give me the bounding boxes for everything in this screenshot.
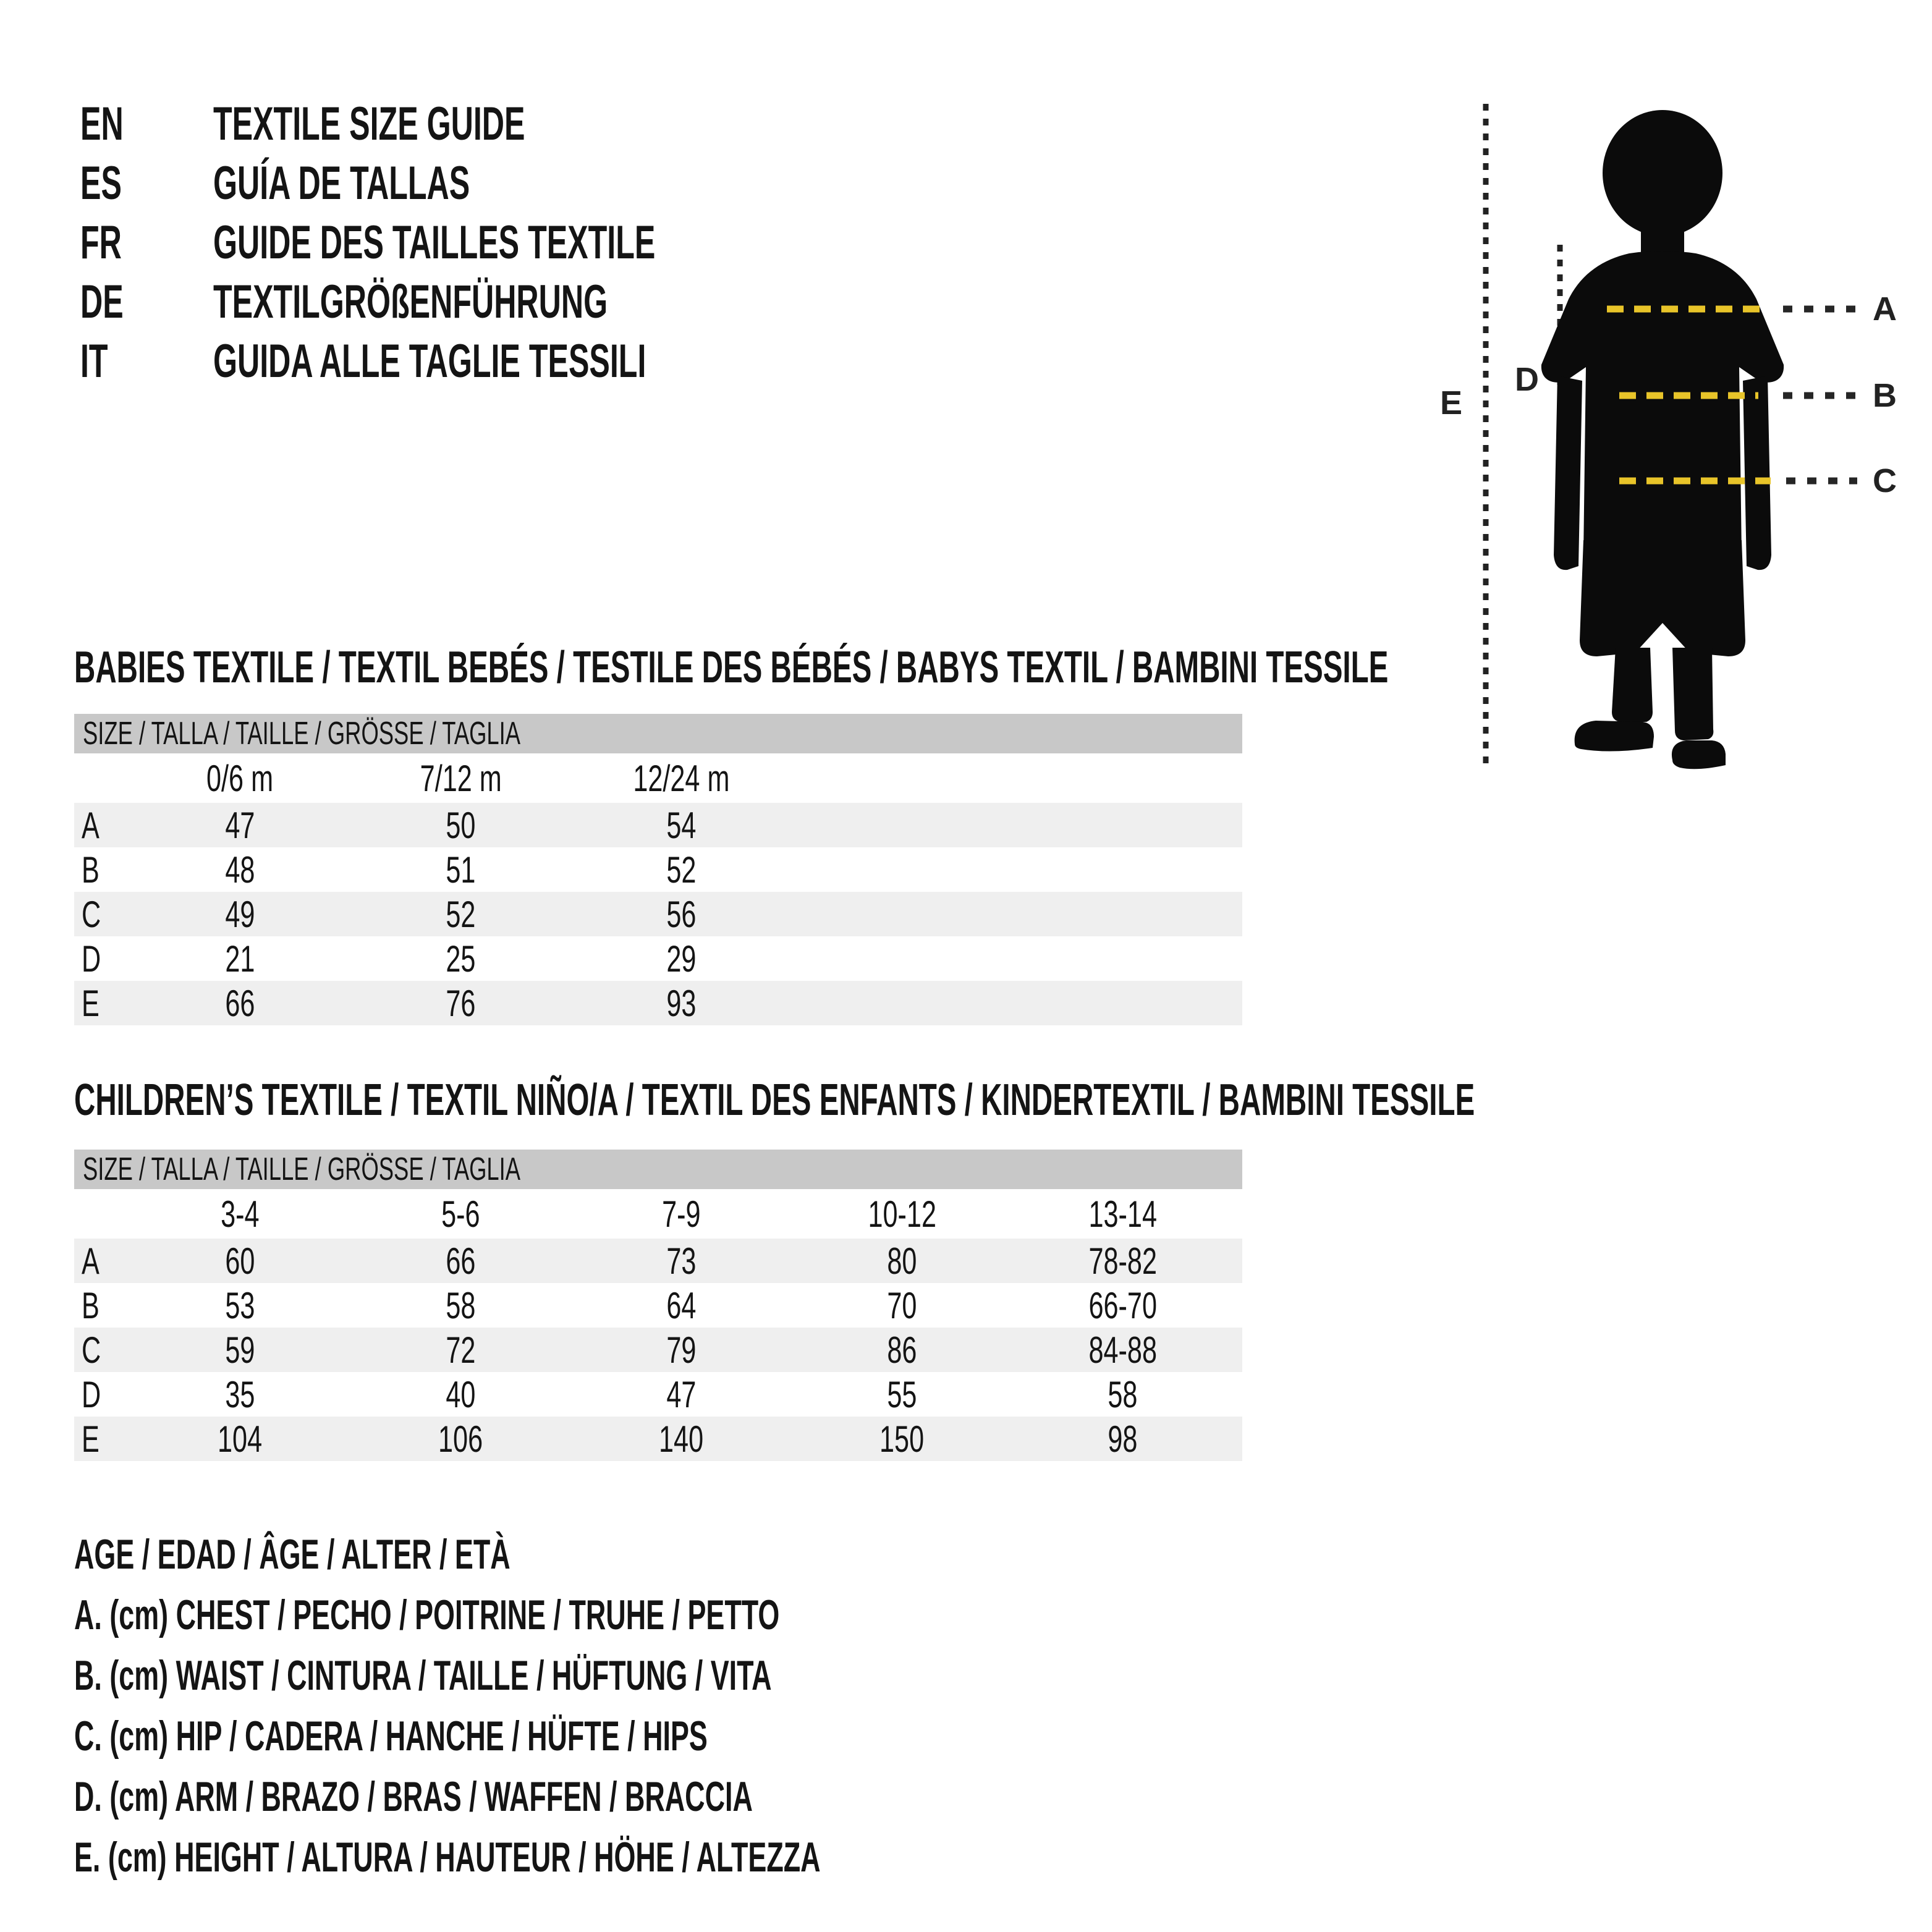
table-row [74,1239,1242,1283]
table-row [74,1328,1242,1372]
legend-age [74,1524,1205,1585]
size-cell: 150 [879,1418,925,1460]
size-cell: 66 [446,1240,476,1282]
children-size-table [74,1189,1242,1461]
row-label: A [82,1240,100,1282]
table-row [74,892,1242,936]
row-label: D [82,938,101,980]
size-cell: 80 [887,1240,917,1282]
size-cell: 54 [666,804,697,846]
legend-height [74,1827,1205,1888]
babies-table [74,714,1242,1025]
table-row [74,847,1242,892]
row-label: C [82,1329,101,1371]
children-size-header-bar [74,1150,1242,1189]
size-cell: 47 [666,1373,697,1415]
size-cell: 58 [1108,1373,1138,1415]
row-label: D [82,1373,101,1415]
guide-title-de: TEXTILGRÖßENFÜHRUNG [213,275,608,328]
label-e: E [1439,384,1463,422]
size-cell: 21 [225,938,255,980]
size-cell: 29 [666,938,697,980]
size-cell: 51 [446,849,476,891]
guide-title-en: TEXTILE SIZE GUIDE [213,97,525,150]
size-cell: 72 [446,1329,476,1371]
column-header: 7-9 [662,1193,701,1235]
label-c: C [1873,462,1897,499]
filler-cell [792,981,1242,1025]
legend-hip-text: C. (cm) HIP / CADERA / HANCHE / HÜFTE / HIPS [74,1713,708,1760]
label-b: B [1873,377,1897,414]
table-row [74,981,1242,1025]
filler-cell [1233,1283,1242,1328]
size-cell: 98 [1108,1418,1138,1460]
column-header: 12/24 m [633,757,730,799]
legend-chest-text: A. (cm) CHEST / PECHO / POITRINE / TRUHE / PETTO [74,1591,780,1638]
size-cell: 64 [666,1284,697,1326]
size-cell: 59 [225,1329,255,1371]
babies-size-table [74,753,1242,1025]
language-code: DE [80,275,124,328]
row-label: E [82,982,100,1024]
table-row [74,1417,1242,1461]
row-label: B [82,1284,100,1326]
legend-hip [74,1706,1205,1766]
guide-title-fr: GUIDE DES TAILLES TEXTILE [213,216,656,269]
table-row [74,1372,1242,1417]
filler-cell [1233,1417,1242,1461]
language-code: ES [80,156,122,210]
measure-legend [74,1524,1205,1888]
legend-age-text: AGE / EDAD / ÂGE / ALTER / ETÀ [74,1531,511,1578]
size-cell: 52 [666,849,697,891]
legend-height-text: E. (cm) HEIGHT / ALTURA / HAUTEUR / HÖHE / ALTEZZA [74,1834,821,1881]
language-code: EN [80,97,124,150]
row-label: A [82,804,100,846]
column-header: 10-12 [868,1193,936,1235]
size-cell: 55 [887,1373,917,1415]
babies-table-body [74,803,1242,1025]
size-cell: 35 [225,1373,255,1415]
language-list [80,94,883,391]
size-cell: 86 [887,1329,917,1371]
table-row [74,803,1242,847]
size-cell: 78-82 [1088,1240,1157,1282]
corner-cell [74,753,130,803]
size-cell: 106 [438,1418,483,1460]
filler-cell [1233,1189,1242,1239]
size-cell: 140 [659,1418,704,1460]
column-header-row [74,753,1242,803]
size-cell: 79 [666,1329,697,1371]
legend-waist [74,1645,1205,1706]
size-cell: 76 [446,982,476,1024]
children-title-text: CHILDREN’S TEXTILE / TEXTIL NIÑO/A / TEXTIL DES ENFANTS / KINDERTEXTIL / BAMBINI TESSILE [74,1075,1475,1125]
language-row-de [80,272,883,331]
babies-table-head [74,753,1242,803]
legend-chest [74,1585,1205,1645]
corner-cell [74,1189,130,1239]
size-cell: 52 [446,893,476,935]
language-row-es [80,153,883,213]
filler-cell [792,892,1242,936]
size-cell: 56 [666,893,697,935]
size-cell: 25 [446,938,476,980]
size-cell: 48 [225,849,255,891]
row-label: B [82,849,100,891]
children-table-head [74,1189,1242,1239]
size-cell: 53 [225,1284,255,1326]
filler-cell [792,753,1242,803]
children-table [74,1150,1242,1461]
size-cell: 40 [446,1373,476,1415]
size-cell: 70 [887,1284,917,1326]
filler-cell [792,803,1242,847]
babies-section-title [74,645,1932,690]
children-section-title [74,1075,1932,1125]
size-header-label: SIZE / TALLA / TAILLE / GRÖSSE / TAGLIA [83,1151,521,1187]
language-row-it [80,331,883,391]
size-header-label: SIZE / TALLA / TAILLE / GRÖSSE / TAGLIA [83,716,521,752]
babies-size-header-bar [74,714,1242,753]
label-d: D [1515,361,1539,398]
size-cell: 66 [225,982,255,1024]
filler-cell [1233,1372,1242,1417]
label-a: A [1873,290,1897,328]
table-row [74,1283,1242,1328]
legend-waist-text: B. (cm) WAIST / CINTURA / TAILLE / HÜFTUNG / VITA [74,1652,772,1699]
column-header: 0/6 m [206,757,274,799]
column-header: 13-14 [1088,1193,1157,1235]
column-header-row [74,1189,1242,1239]
filler-cell [792,847,1242,892]
size-cell: 49 [225,893,255,935]
language-code: FR [80,216,122,269]
language-code: IT [80,334,108,388]
size-cell: 84-88 [1088,1329,1157,1371]
children-table-body [74,1239,1242,1461]
size-cell: 73 [666,1240,697,1282]
guide-title-it: GUIDA ALLE TAGLIE TESSILI [213,334,646,388]
column-header: 7/12 m [420,757,502,799]
babies-title-text: BABIES TEXTILE / TEXTIL BEBÉS / TESTILE DES BÉBÉS / BABYS TEXTIL / BAMBINI TESSILE [74,643,1389,692]
column-header: 5-6 [441,1193,480,1235]
row-label: E [82,1418,100,1460]
guide-title-es: GUÍA DE TALLAS [213,156,470,210]
size-cell: 50 [446,804,476,846]
size-cell: 93 [666,982,697,1024]
filler-cell [1233,1239,1242,1283]
language-row-en [80,94,883,153]
language-row-fr [80,213,883,272]
filler-cell [792,936,1242,981]
legend-arm [74,1766,1205,1827]
size-cell: 60 [225,1240,255,1282]
size-cell: 66-70 [1088,1284,1157,1326]
column-header: 3-4 [221,1193,260,1235]
row-label: C [82,893,101,935]
size-cell: 104 [218,1418,263,1460]
size-cell: 58 [446,1284,476,1326]
filler-cell [1233,1328,1242,1372]
table-row [74,936,1242,981]
legend-arm-text: D. (cm) ARM / BRAZO / BRAS / WAFFEN / BRACCIA [74,1773,753,1820]
size-cell: 47 [225,804,255,846]
